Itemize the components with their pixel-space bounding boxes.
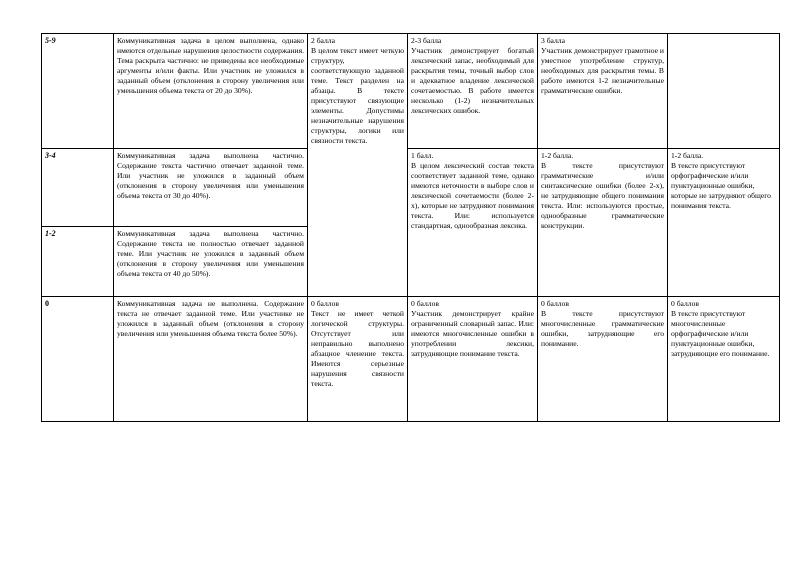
- structure-score-label: 2 балла: [311, 36, 335, 45]
- grammar-cell-1-2-points: [538, 149, 668, 297]
- grammar-text: Участник демонстрирует грамотное и уместное употребление структур, необходимых для раскрытия темы. В работе имеются 1-2 незначительные грамматические ошибки.: [541, 46, 664, 96]
- lexis-text: Участник демонстрирует крайне ограниченный словарный запас. Или: имеются многочисленные ошибки в употреблении лексики, затрудняющие понимание текста.: [411, 309, 534, 359]
- lexis-text: Участник демонстрирует богатый лексический запас, необходимый для раскрытия темы, точный выбор слов и адекватное владение лексической сочетаемостью. В работе имеется несколько (1-2) незначительных лексических ошибок.: [411, 46, 534, 116]
- lexis-score-label: 2-3 балла: [411, 36, 442, 45]
- lexis-score-label: 1 балл.: [411, 151, 434, 160]
- orthography-text: В тексте присутствуют орфографические и/или пунктуационные ошибки, которые не затрудняют общего понимания текста.: [671, 161, 771, 211]
- orthography-score-label: 1-2 балла.: [671, 151, 704, 160]
- grammar-text: В тексте присутствуют грамматические и/или синтаксические ошибки (более 2-х), не затрудняющие общего понимания текста. Или: используются простые, однообразные грамматические конструкции.: [541, 161, 664, 231]
- content-cell-5-9: [114, 34, 308, 149]
- structure-cell-0-points: [308, 297, 408, 422]
- orthography-cell-1-2-points: [668, 149, 780, 297]
- lexis-text: В целом лексический состав текста соответствует заданной теме, однако имеются неточности в выборе слов и лексической сочетаемости (более 2-х), которые не затрудняют понимания текста. Или: используется стандартная, однообразная лексика.: [411, 161, 534, 231]
- table-row: [42, 34, 780, 149]
- content-text: Коммуникативная задача выполнена частично. Содержание текста частично отвечает заданной теме. Или участник не уложился в заданный объем (отклонения в сторону увеличения или уменьшения объема текста от 30 до 40%).: [117, 151, 304, 201]
- orthography-text: В тексте присутствуют многочисленные орфографические и/или пунктуационные ошибки, затрудняющие его понимание.: [671, 309, 770, 359]
- content-text: Коммуникативная задача не выполнена. Содержание текста не отвечает заданной теме. Или участнике не уложился в заданный объем (отклонения в сторону увеличения или уменьшения объема текста более 50%).: [117, 299, 304, 339]
- grammar-score-label: 0 баллов: [541, 299, 569, 308]
- content-text: Коммуникативная задача выполнена частично. Содержание текста не полностью отвечает заданной теме. Или участник не уложился в заданный объем (отклонения в сторону увеличения или уменьшения объема текста от 40 до 50%).: [117, 229, 304, 279]
- grammar-cell-3-points: [538, 34, 668, 149]
- content-text: Коммуникативная задача в целом выполнена, однако имеются отдельные нарушения целостности содержания. Тема раскрыта частично: не приведены все необходимые аргументы и/или факты. Или участник не уложился в заданный объем (отклонения в сторону увеличения или уменьшения объема текста от 20 до 30%).: [117, 36, 304, 96]
- grammar-score-label: 1-2 балла.: [541, 151, 574, 160]
- structure-text: В целом текст имеет четкую структуру, соответствующую заданной теме. Текст разделен на абзацы. В тексте присутствуют связующие элементы. Допустимы незначительные нарушения структуры, логики или связности текста.: [311, 46, 404, 146]
- grammar-text: В тексте присутствуют многочисленные грамматические ошибки, затрудняющие его понимание.: [541, 309, 664, 349]
- lexis-cell-2-3-points: [408, 34, 538, 149]
- orthography-score-label: 0 баллов: [671, 299, 699, 308]
- structure-cell-2-points: [308, 34, 408, 297]
- structure-score-label: 0 баллов: [311, 299, 339, 308]
- content-cell-0: [114, 297, 308, 422]
- score-cell-5-9: 5-9: [42, 34, 114, 149]
- lexis-cell-0-points: [408, 297, 538, 422]
- table-row: [42, 149, 780, 227]
- content-cell-3-4: [114, 149, 308, 227]
- content-cell-1-2: [114, 227, 308, 297]
- lexis-cell-1-point: [408, 149, 538, 297]
- score-cell-3-4: 3-4: [42, 149, 114, 227]
- orthography-cell-0-points: [668, 297, 780, 422]
- structure-text: Текст не имеет четкой логической структуры. Отсутствует или неправильно выполнено абзацное членение текста. Имеются серьезные нарушения связности текста.: [311, 309, 404, 389]
- score-cell-0: 0: [42, 297, 114, 422]
- grammar-score-label: 3 балла: [541, 36, 565, 45]
- grammar-cell-0-points: [538, 297, 668, 422]
- table-row: [42, 297, 780, 422]
- orthography-cell-empty: [668, 34, 780, 149]
- rubric-table: [41, 33, 780, 422]
- lexis-score-label: 0 баллов: [411, 299, 439, 308]
- score-cell-1-2: 1-2: [42, 227, 114, 297]
